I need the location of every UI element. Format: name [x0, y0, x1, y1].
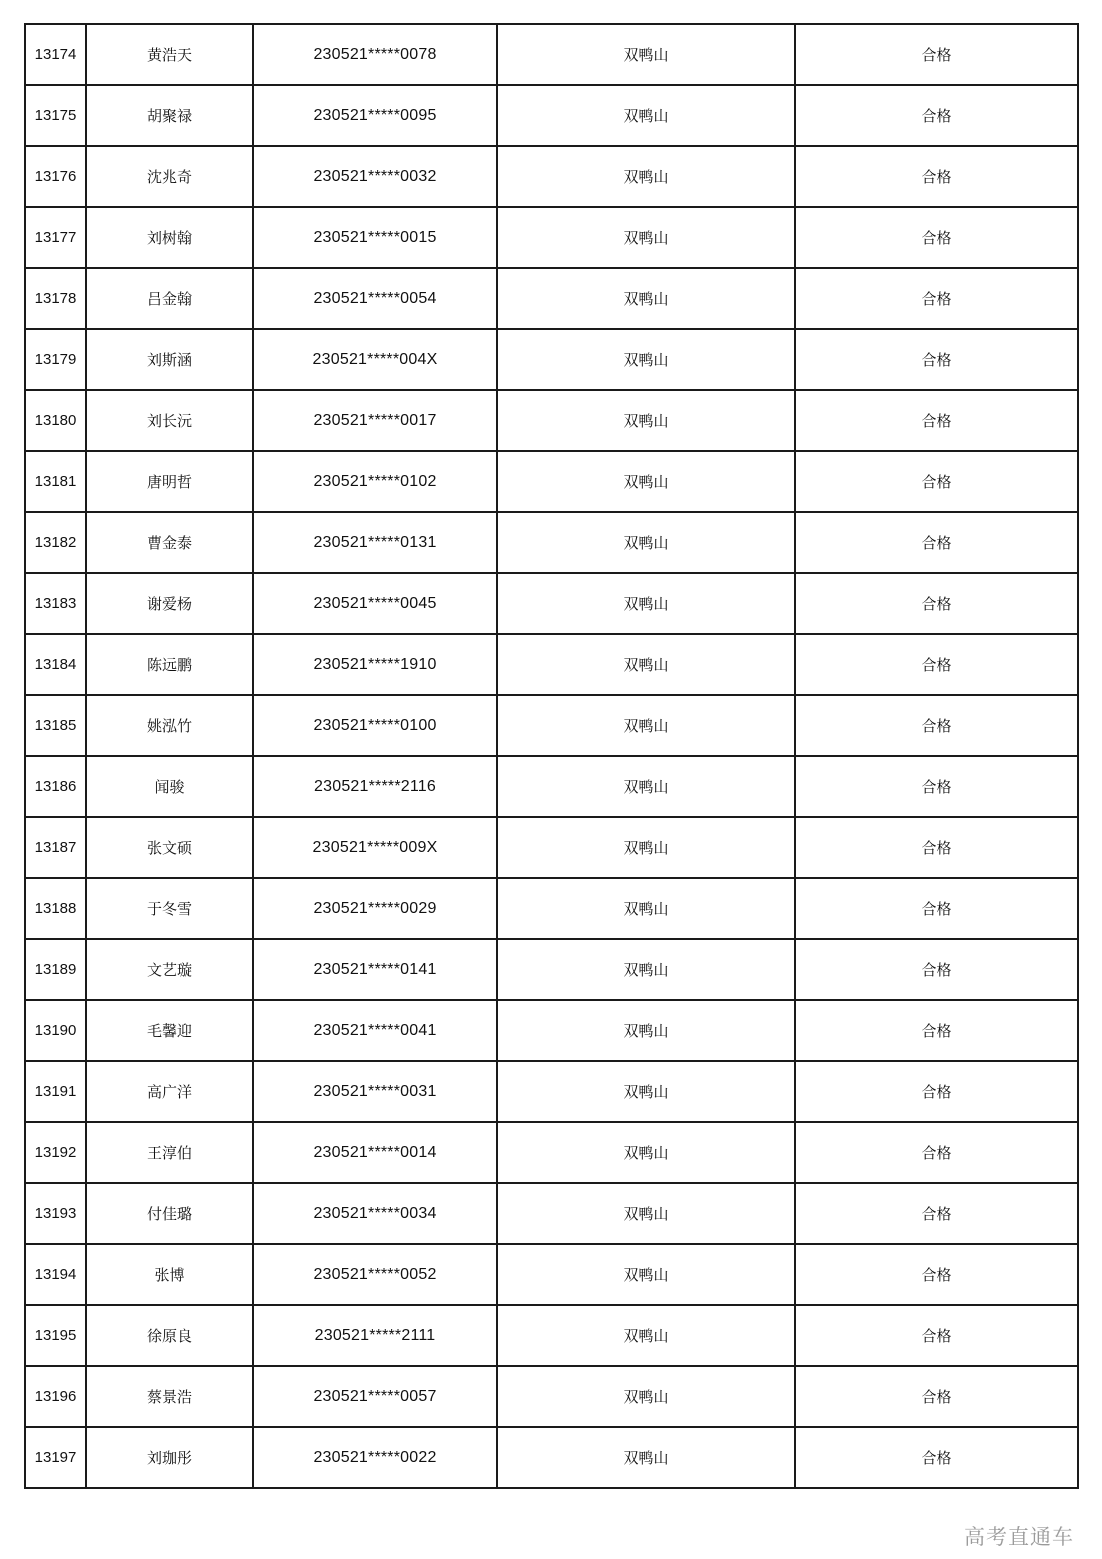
id-number-cell: 230521*****1910 — [253, 634, 497, 695]
id-number-cell: 230521*****0034 — [253, 1183, 497, 1244]
result-cell: 合格 — [795, 1183, 1078, 1244]
name-cell: 胡聚禄 — [86, 85, 253, 146]
id-number-cell: 230521*****0057 — [253, 1366, 497, 1427]
row-number-cell: 13183 — [25, 573, 86, 634]
location-cell: 双鸭山 — [497, 512, 795, 573]
row-number-cell: 13176 — [25, 146, 86, 207]
table-row — [25, 329, 1078, 390]
name-cell: 王淳伯 — [86, 1122, 253, 1183]
id-number-cell: 230521*****0022 — [253, 1427, 497, 1488]
table-row — [25, 207, 1078, 268]
name-cell: 张博 — [86, 1244, 253, 1305]
table-row — [25, 756, 1078, 817]
table-row — [25, 1122, 1078, 1183]
row-number-cell: 13186 — [25, 756, 86, 817]
table-row — [25, 146, 1078, 207]
row-number-cell: 13190 — [25, 1000, 86, 1061]
result-cell: 合格 — [795, 939, 1078, 1000]
result-cell: 合格 — [795, 878, 1078, 939]
name-cell: 谢爱杨 — [86, 573, 253, 634]
location-cell: 双鸭山 — [497, 1183, 795, 1244]
result-cell: 合格 — [795, 1305, 1078, 1366]
row-number-cell: 13180 — [25, 390, 86, 451]
result-cell: 合格 — [795, 1122, 1078, 1183]
table-row — [25, 817, 1078, 878]
location-cell: 双鸭山 — [497, 268, 795, 329]
location-cell: 双鸭山 — [497, 207, 795, 268]
location-cell: 双鸭山 — [497, 1244, 795, 1305]
result-cell: 合格 — [795, 573, 1078, 634]
table-row — [25, 634, 1078, 695]
result-cell: 合格 — [795, 390, 1078, 451]
row-number-cell: 13174 — [25, 24, 86, 85]
result-cell: 合格 — [795, 695, 1078, 756]
name-cell: 徐原良 — [86, 1305, 253, 1366]
id-number-cell: 230521*****0052 — [253, 1244, 497, 1305]
table-row — [25, 24, 1078, 85]
name-cell: 于冬雪 — [86, 878, 253, 939]
location-cell: 双鸭山 — [497, 146, 795, 207]
name-cell: 高广洋 — [86, 1061, 253, 1122]
name-cell: 唐明哲 — [86, 451, 253, 512]
id-number-cell: 230521*****0095 — [253, 85, 497, 146]
name-cell: 张文硕 — [86, 817, 253, 878]
result-cell: 合格 — [795, 146, 1078, 207]
result-cell: 合格 — [795, 24, 1078, 85]
location-cell: 双鸭山 — [497, 756, 795, 817]
location-cell: 双鸭山 — [497, 329, 795, 390]
id-number-cell: 230521*****0017 — [253, 390, 497, 451]
result-cell: 合格 — [795, 634, 1078, 695]
results-table-body — [25, 24, 1078, 1488]
row-number-cell: 13191 — [25, 1061, 86, 1122]
row-number-cell: 13187 — [25, 817, 86, 878]
row-number-cell: 13177 — [25, 207, 86, 268]
results-table — [24, 23, 1079, 1489]
location-cell: 双鸭山 — [497, 1305, 795, 1366]
name-cell: 吕金翰 — [86, 268, 253, 329]
result-cell: 合格 — [795, 1427, 1078, 1488]
id-number-cell: 230521*****0031 — [253, 1061, 497, 1122]
row-number-cell: 13197 — [25, 1427, 86, 1488]
name-cell: 姚泓竹 — [86, 695, 253, 756]
result-cell: 合格 — [795, 512, 1078, 573]
location-cell: 双鸭山 — [497, 878, 795, 939]
name-cell: 毛馨迎 — [86, 1000, 253, 1061]
row-number-cell: 13178 — [25, 268, 86, 329]
table-row — [25, 1183, 1078, 1244]
id-number-cell: 230521*****2116 — [253, 756, 497, 817]
location-cell: 双鸭山 — [497, 817, 795, 878]
location-cell: 双鸭山 — [497, 939, 795, 1000]
table-row — [25, 268, 1078, 329]
location-cell: 双鸭山 — [497, 1061, 795, 1122]
name-cell: 黄浩天 — [86, 24, 253, 85]
table-row — [25, 451, 1078, 512]
id-number-cell: 230521*****009X — [253, 817, 497, 878]
result-cell: 合格 — [795, 817, 1078, 878]
id-number-cell: 230521*****004X — [253, 329, 497, 390]
row-number-cell: 13189 — [25, 939, 86, 1000]
id-number-cell: 230521*****2111 — [253, 1305, 497, 1366]
table-row — [25, 512, 1078, 573]
location-cell: 双鸭山 — [497, 390, 795, 451]
result-cell: 合格 — [795, 1366, 1078, 1427]
location-cell: 双鸭山 — [497, 573, 795, 634]
name-cell: 刘斯涵 — [86, 329, 253, 390]
table-row — [25, 939, 1078, 1000]
table-row — [25, 695, 1078, 756]
result-cell: 合格 — [795, 451, 1078, 512]
id-number-cell: 230521*****0045 — [253, 573, 497, 634]
id-number-cell: 230521*****0041 — [253, 1000, 497, 1061]
row-number-cell: 13179 — [25, 329, 86, 390]
result-cell: 合格 — [795, 329, 1078, 390]
id-number-cell: 230521*****0100 — [253, 695, 497, 756]
table-row — [25, 1000, 1078, 1061]
result-cell: 合格 — [795, 1244, 1078, 1305]
row-number-cell: 13184 — [25, 634, 86, 695]
table-row — [25, 390, 1078, 451]
watermark-text: 高考直通车 — [964, 1525, 1074, 1549]
result-cell: 合格 — [795, 85, 1078, 146]
row-number-cell: 13188 — [25, 878, 86, 939]
row-number-cell: 13175 — [25, 85, 86, 146]
result-cell: 合格 — [795, 268, 1078, 329]
row-number-cell: 13185 — [25, 695, 86, 756]
location-cell: 双鸭山 — [497, 1000, 795, 1061]
row-number-cell: 13192 — [25, 1122, 86, 1183]
location-cell: 双鸭山 — [497, 1366, 795, 1427]
name-cell: 陈远鹏 — [86, 634, 253, 695]
table-row — [25, 85, 1078, 146]
location-cell: 双鸭山 — [497, 24, 795, 85]
table-row — [25, 573, 1078, 634]
row-number-cell: 13196 — [25, 1366, 86, 1427]
row-number-cell: 13182 — [25, 512, 86, 573]
name-cell: 付佳璐 — [86, 1183, 253, 1244]
result-cell: 合格 — [795, 1000, 1078, 1061]
id-number-cell: 230521*****0032 — [253, 146, 497, 207]
name-cell: 沈兆奇 — [86, 146, 253, 207]
location-cell: 双鸭山 — [497, 634, 795, 695]
table-row — [25, 878, 1078, 939]
name-cell: 闻骏 — [86, 756, 253, 817]
table-row — [25, 1061, 1078, 1122]
table-row — [25, 1305, 1078, 1366]
table-row — [25, 1366, 1078, 1427]
row-number-cell: 13193 — [25, 1183, 86, 1244]
id-number-cell: 230521*****0141 — [253, 939, 497, 1000]
id-number-cell: 230521*****0131 — [253, 512, 497, 573]
id-number-cell: 230521*****0014 — [253, 1122, 497, 1183]
location-cell: 双鸭山 — [497, 451, 795, 512]
location-cell: 双鸭山 — [497, 1122, 795, 1183]
name-cell: 曹金泰 — [86, 512, 253, 573]
id-number-cell: 230521*****0015 — [253, 207, 497, 268]
row-number-cell: 13194 — [25, 1244, 86, 1305]
name-cell: 刘珈彤 — [86, 1427, 253, 1488]
name-cell: 蔡景浩 — [86, 1366, 253, 1427]
id-number-cell: 230521*****0078 — [253, 24, 497, 85]
id-number-cell: 230521*****0029 — [253, 878, 497, 939]
name-cell: 文艺璇 — [86, 939, 253, 1000]
name-cell: 刘长沅 — [86, 390, 253, 451]
result-cell: 合格 — [795, 1061, 1078, 1122]
id-number-cell: 230521*****0102 — [253, 451, 497, 512]
result-cell: 合格 — [795, 207, 1078, 268]
location-cell: 双鸭山 — [497, 85, 795, 146]
table-row — [25, 1244, 1078, 1305]
row-number-cell: 13195 — [25, 1305, 86, 1366]
id-number-cell: 230521*****0054 — [253, 268, 497, 329]
row-number-cell: 13181 — [25, 451, 86, 512]
table-row — [25, 1427, 1078, 1488]
location-cell: 双鸭山 — [497, 1427, 795, 1488]
result-cell: 合格 — [795, 756, 1078, 817]
location-cell: 双鸭山 — [497, 695, 795, 756]
name-cell: 刘树翰 — [86, 207, 253, 268]
